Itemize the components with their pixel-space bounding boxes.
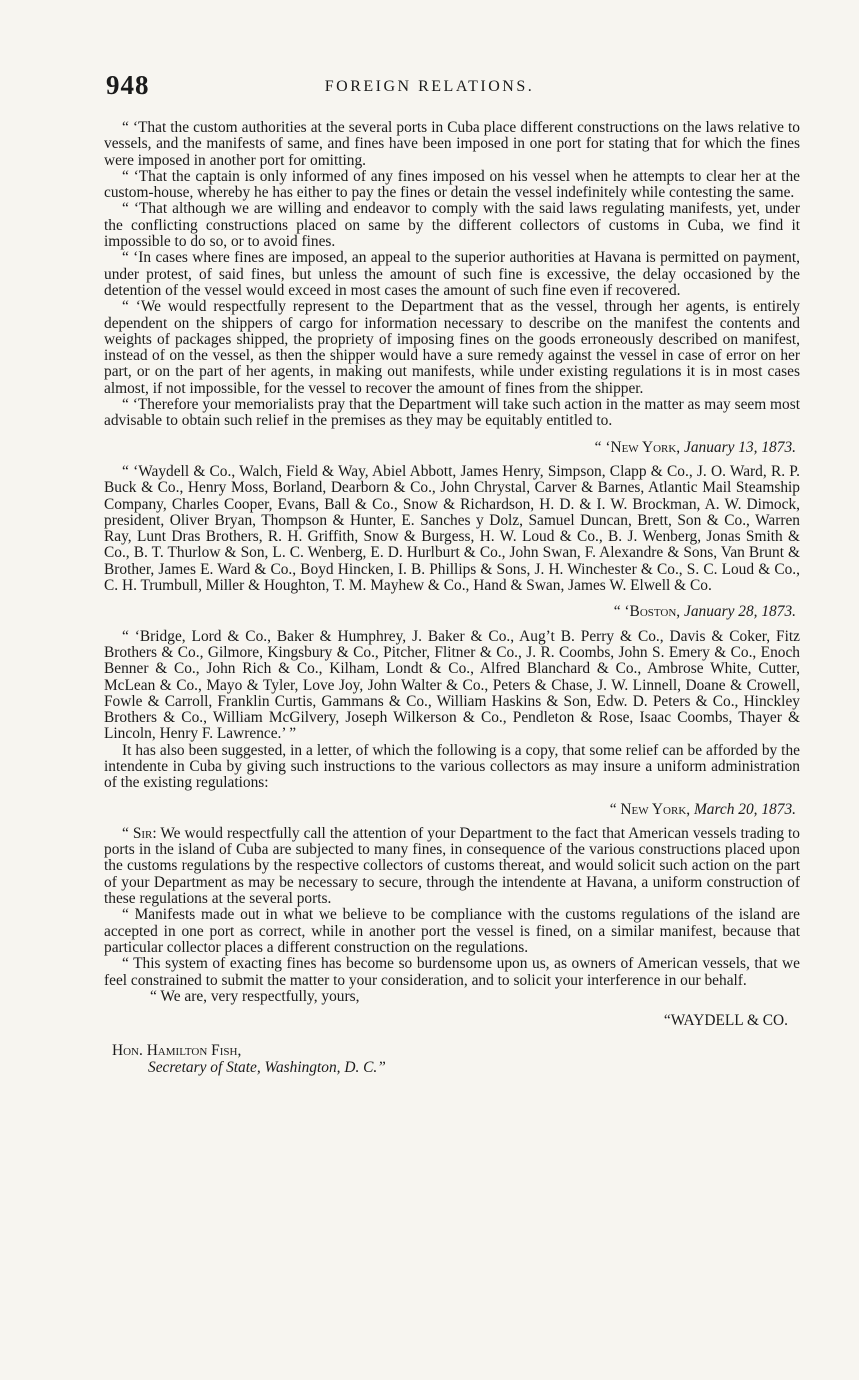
memorial-paragraph-2: “ ‘That the captain is only informed of any fines imposed on his vessel when he attempts to clear her at the custom-house, whereby he has either to pay the fines or detain the vessel indefinitely while contesting the same.	[104, 167, 800, 202]
intro-letter-paragraph: It has also been suggested, in a letter, of which the following is a copy, that some relief can be afforded by the intendente in Cuba by giving such instructions to the various collectors as may insure a uniform administration of the existing regulations:	[104, 741, 800, 792]
page-header	[0, 70, 859, 100]
memorial-paragraph-6: “ ‘Therefore your memorialists pray that the Department will take such action in the matter as may seem most advisable to obtain such relief in the premises as they may be equitably entitled to.	[104, 396, 800, 430]
page-number: 948	[106, 70, 150, 100]
dateline-place: “ ‘New York,	[594, 438, 681, 456]
signature: “WAYDELL & CO.	[663, 1012, 788, 1030]
memorial-paragraph-3: “ ‘That although we are willing and endeavor to comply with the said laws regulating manifests, yet, under the conflicting constructions placed on same by the different collectors of customs in Cuba, we find it impossible to do so, or to avoid fines.	[104, 200, 800, 251]
letter-paragraph-3: “ This system of exacting fines has become so burdensome upon us, as owners of American vessels, that we feel constrained to submit the matter to your consideration, and to solicit your interference in our behalf.	[104, 955, 800, 989]
dateline-date: January 13, 1873.	[684, 438, 796, 456]
page-body	[104, 120, 800, 1076]
memorial-paragraph-1: “ ‘That the custom authorities at the several ports in Cuba place different constructions on the laws relative to vessels, and the manifests of same, and fines have been imposed in one port for stating that for which the fines were imposed in another port for omitting.	[104, 119, 800, 169]
dateline-date: January 28, 1873.	[684, 603, 796, 621]
memorial-paragraph-5: “ ‘We would respectfully represent to the Department that as the vessel, through her agents, is entirely dependent on the shippers of cargo for information necessary to describe on the manifest the contents and weights of packages shipped, the propriety of imposing fines on the goods erroneously described on manifest, instead of on the vessel, as then the shipper would have a sure remedy against the vessel in case of error on her part, or on the part of her agents, in making out manifests, while under existing regulations it is in most cases almost, if not impossible, for the vessel to recover the amount of fines from the shipper.	[104, 298, 800, 397]
dateline-place: “ New York,	[609, 800, 691, 818]
running-title: FOREIGN RELATIONS.	[324, 78, 535, 95]
closing: “ We are, very respectfully, yours,	[150, 987, 360, 1005]
dateline-place: “ ‘Boston,	[613, 603, 681, 621]
dateline-new-york	[104, 440, 800, 456]
letter-paragraph-2: “ Manifests made out in what we believe to be compliance with the customs regulations of the island are accepted in one port as correct, while in another port the vessel is fined, on a similar manifest, because that particular collector places a different construction on the regulations.	[104, 906, 800, 956]
memorial-paragraph-4: “ ‘In cases where fines are imposed, an appeal to the superior authorities at Havana is permitted on payment, under protest, of said fines, but unless the amount of such fine is excessive, the delay occasioned by the detention of the vessel would exceed in most cases the amount of such fine even if recovered.	[104, 249, 800, 299]
letter-paragraph-1	[104, 826, 800, 907]
salutation: “ Sir:	[122, 824, 157, 842]
letter-paragraph-1-text: We would respectfully call the attention of your Department to the fact that American vessels trading to ports in the island of Cuba are subjected to many fines, in consequence of the various constructions placed upon the customs regulations by the respective collectors of customs thereat, and would solicit such action on the part of your Department as may be necessary to secure, through the intendente at Havana, a uniform construction of these regulations at the several ports.	[104, 824, 801, 908]
dateline-date: March 20, 1873.	[693, 800, 796, 818]
dateline-letter	[104, 802, 800, 818]
addressee-name: Hon. Hamilton Fish,	[112, 1042, 242, 1060]
addressee-title: Secretary of State, Washington, D. C.”	[148, 1058, 386, 1076]
dateline-boston	[104, 604, 800, 620]
signers-boston: “ ‘Bridge, Lord & Co., Baker & Humphrey, J. Baker & Co., Aug’t B. Perry & Co., Davis & Coker, Fitz Brothers & Co., Gilmore, Kingsbury & Co., Pitcher, Flitner & Co., J. R. Coombs, John S. Emery & Co., Enoch Benner & Co., John Rich & Co., Kilham, Londt & Co., Alfred Blanchard & Co., Ambrose White, Cutter, McLean & Co., Mayo & Tyler, Love Joy, John Walter & Co., Peters & Chase, J. W. Linnell, Doane & Crowell, Fowle & Carroll, Franklin Curtis, Gammans & Co., William Haskins & Son, Edw. D. Peters & Co., Hinckley Brothers & Co., William McGilvery, Joseph Wilkerson & Co., Pendleton & Rose, Isaac Coombs, Thayer & Lincoln, Henry F. Lawrence.’ ”	[104, 627, 800, 743]
signers-new-york: “ ‘Waydell & Co., Walch, Field & Way, Abiel Abbott, James Henry, Simpson, Clapp & Co., J. O. Ward, R. P. Buck & Co., Henry Moss, Borland, Dearborn & Co., John Chrystal, Carver & Barnes, Atlantic Mail Steamship Company, Charles Cooper, Evans, Ball & Co., Snow & Richardson, H. D. & I. W. Brockman, A. W. Dimock, president, Oliver Bryan, Thompson & Hunter, E. Sanches y Dolz, Samuel Duncan, Brett, Son & Co., Warren Ray, Lunt Dras Brothers, R. H. Griffith, Snow & Burgess, H. W. Loud & Co., B. J. Wenberg, Jonas Smith & Co., B. T. Thurlow & Son, L. C. Wenberg, E. D. Hurlburt & Co., John Swan, F. Alexandre & Sons, Van Brunt & Brother, James E. Ward & Co., Boyd Hincken, I. B. Phillips & Sons, J. H. Winchester & Co., S. C. Loud & Co., C. H. Trumbull, Miller & Houghton, T. M. Mayhew & Co., Hand & Swan, James W. Elwell & Co.	[104, 462, 800, 595]
